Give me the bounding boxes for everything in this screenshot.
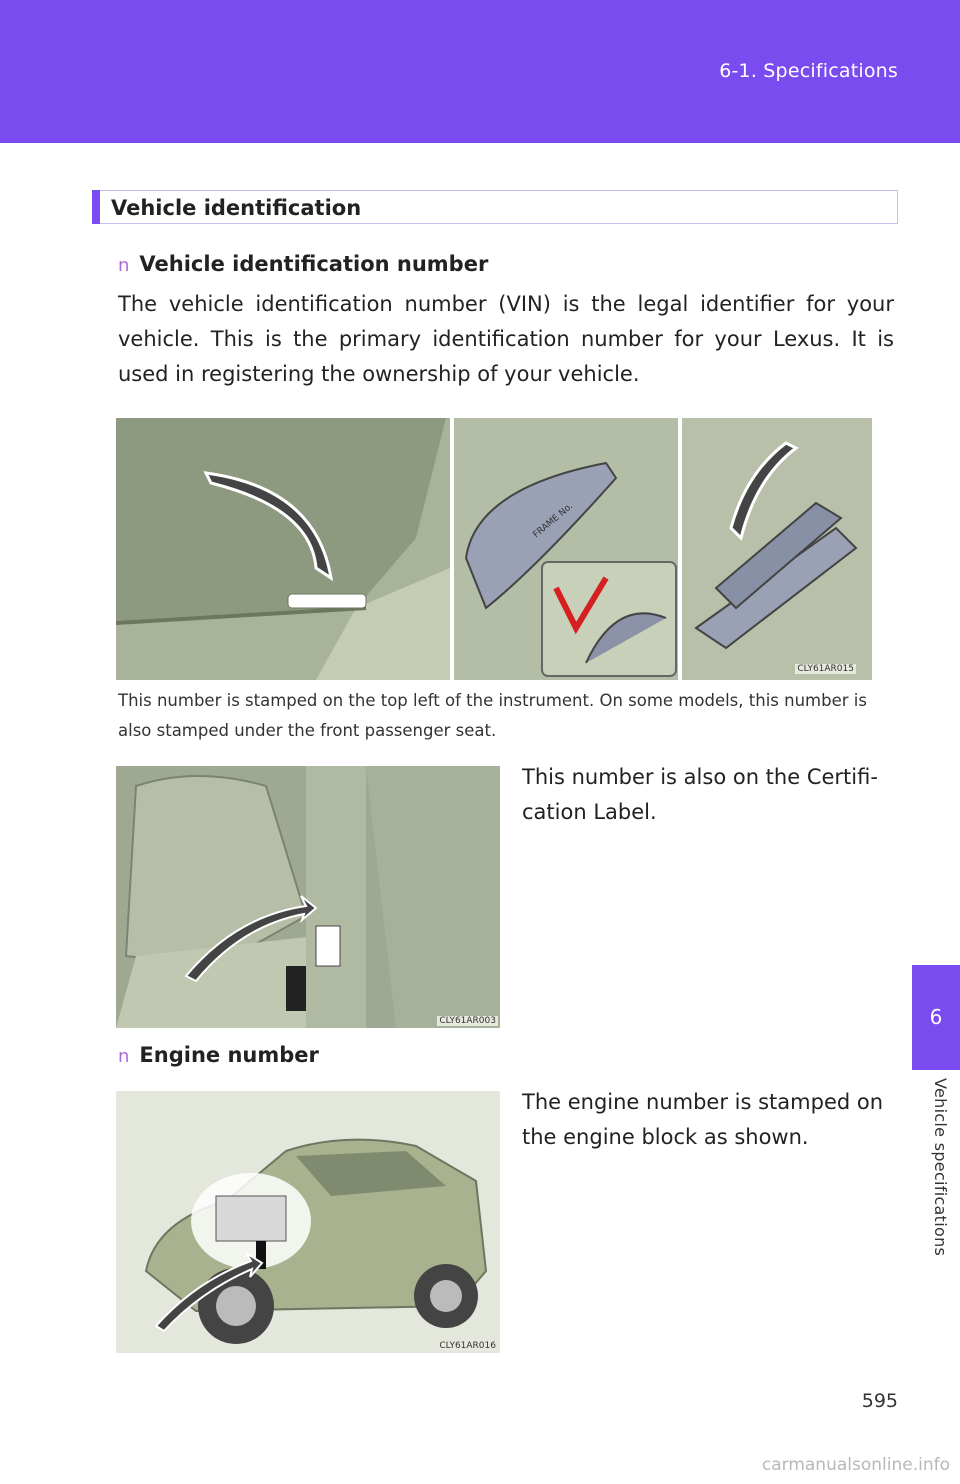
- engine-subheading: [118, 1043, 319, 1067]
- floor-cover-panel: [454, 418, 678, 680]
- engine-paragraph: The engine number is stamped on the engine block as shown.: [522, 1090, 884, 1149]
- figure-code: CLY61AR016: [439, 1341, 496, 1351]
- engine-heading: Engine number: [139, 1043, 319, 1067]
- certification-label-figure: [116, 766, 500, 1028]
- chapter-label: Vehicle specifications: [931, 1078, 950, 1257]
- vin-paragraph: The vehicle identification number (VIN) is the legal identifier for your vehicle. This is the primary identification number for your Lexus. It is used in registering the ownership of your vehicle.: [118, 292, 894, 386]
- certification-paragraph: This number is also on the Certifi-cation Label.: [522, 765, 878, 824]
- engine-number-figure: [116, 1091, 500, 1353]
- page-number: 595: [861, 1390, 898, 1412]
- figure-code: CLY61AR003: [439, 1016, 496, 1026]
- frame-label: FRAME No.: [531, 501, 576, 541]
- vin-caption: This number is stamped on the top left of the instrument. On some models, this number is also stamped under the front passenger seat.: [118, 691, 867, 740]
- bullet-icon: n: [118, 255, 130, 276]
- vin-location-figure: [116, 418, 872, 680]
- open-cover-panel: [682, 418, 872, 680]
- watermark[interactable]: carmanualsonline.info: [761, 1455, 950, 1475]
- vin-subheading: [118, 252, 488, 276]
- section-heading: 6-1. Specifications: [719, 60, 898, 82]
- section-title: Vehicle identification: [111, 196, 362, 220]
- windshield-panel: [116, 418, 450, 680]
- chapter-tab[interactable]: 6: [912, 965, 960, 1070]
- vin-heading: Vehicle identification number: [139, 252, 489, 276]
- bullet-icon: n: [118, 1046, 130, 1067]
- page-header: [0, 0, 960, 143]
- section-title-box: [92, 190, 898, 224]
- section-title-accent: [92, 190, 100, 224]
- figure-code: CLY61AR015: [797, 664, 854, 674]
